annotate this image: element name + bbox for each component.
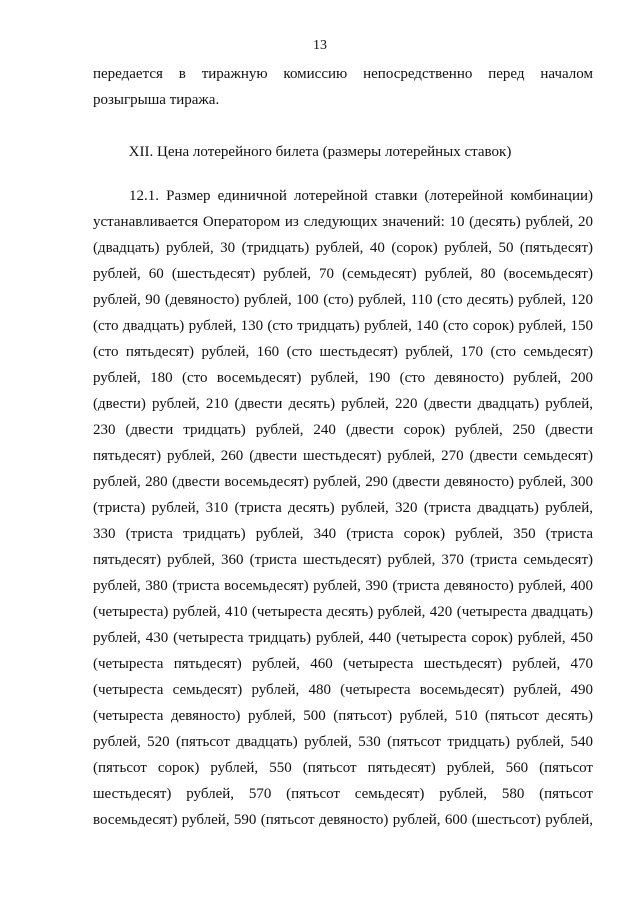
text-line: рублей, 430 (четыреста тридцать) рублей, 440 (четыреста сорок) рублей, 450 — [93, 630, 593, 646]
text-line: (четыреста семьдесят) рублей, 480 (четыреста восемьдесят) рублей, 490 — [93, 682, 593, 698]
text-line: (четыреста пятьдесят) рублей, 460 (четыреста шестьдесят) рублей, 470 — [93, 656, 593, 672]
text-line: устанавливается Оператором из следующих значений: 10 (десять) рублей, 20 — [93, 214, 593, 230]
text-line: (триста) рублей, 310 (триста десять) рублей, 320 (триста двадцать) рублей, — [93, 500, 593, 516]
text-line: розыгрыша тиража. — [93, 92, 220, 108]
text-line: (двадцать) рублей, 30 (тридцать) рублей, 40 (сорок) рублей, 50 (пятьдесят) — [93, 240, 593, 256]
text-line: (четыреста) рублей, 410 (четыреста десять) рублей, 420 (четыреста двадцать) — [93, 604, 593, 620]
text-line: рублей, 180 (сто восемьдесят) рублей, 190 (сто девяносто) рублей, 200 — [93, 370, 593, 386]
page-number: 13 — [313, 38, 327, 53]
text-line: рублей, 280 (двести восемьдесят) рублей, 290 (двести девяносто) рублей, 300 — [93, 474, 593, 490]
text-line: восемьдесят) рублей, 590 (пятьсот девяносто) рублей, 600 (шестьсот) рублей, — [93, 812, 593, 828]
text-line: рублей, 520 (пятьсот двадцать) рублей, 530 (пятьсот тридцать) рублей, 540 — [93, 734, 593, 750]
text-line: рублей, 90 (девяносто) рублей, 100 (сто) рублей, 110 (сто десять) рублей, 120 — [93, 292, 593, 308]
text-line: пятьдесят) рублей, 260 (двести шестьдесят) рублей, 270 (двести семьдесят) — [93, 448, 593, 464]
text-line: (сто двадцать) рублей, 130 (сто тридцать) рублей, 140 (сто сорок) рублей, 150 — [93, 318, 593, 334]
text-line: (четыреста девяносто) рублей, 500 (пятьсот) рублей, 510 (пятьсот десять) — [93, 708, 593, 724]
text-line: шестьдесят) рублей, 570 (пятьсот семьдесят) рублей, 580 (пятьсот — [93, 786, 593, 802]
text-line: пятьдесят) рублей, 360 (триста шестьдесят) рублей, 370 (триста семьдесят) — [93, 552, 593, 568]
text-line: рублей, 380 (триста восемьдесят) рублей, 390 (триста девяносто) рублей, 400 — [93, 578, 593, 594]
section-heading: XII. Цена лотерейного билета (размеры лотерейных ставок) — [128, 144, 512, 160]
text-line: (двести) рублей, 210 (двести десять) рублей, 220 (двести двадцать) рублей, — [93, 396, 593, 412]
text-line: рублей, 60 (шестьдесят) рублей, 70 (семьдесят) рублей, 80 (восемьдесят) — [93, 266, 593, 282]
text-line: (пятьсот сорок) рублей, 550 (пятьсот пятьдесят) рублей, 560 (пятьсот — [93, 760, 593, 776]
text-line: 330 (триста тридцать) рублей, 340 (триста сорок) рублей, 350 (триста — [93, 526, 593, 542]
text-line: 12.1. Размер единичной лотерейной ставки (лотерейной комбинации) — [129, 188, 593, 204]
text-line: 230 (двести тридцать) рублей, 240 (двести сорок) рублей, 250 (двести — [93, 422, 593, 438]
paragraph-12-1 — [93, 183, 593, 833]
text-line: передается в тиражную комиссию непосредственно перед началом — [93, 66, 593, 82]
intro-text — [93, 61, 593, 113]
text-line: (сто пятьдесят) рублей, 160 (сто шестьдесят) рублей, 170 (сто семьдесят) — [93, 344, 593, 360]
